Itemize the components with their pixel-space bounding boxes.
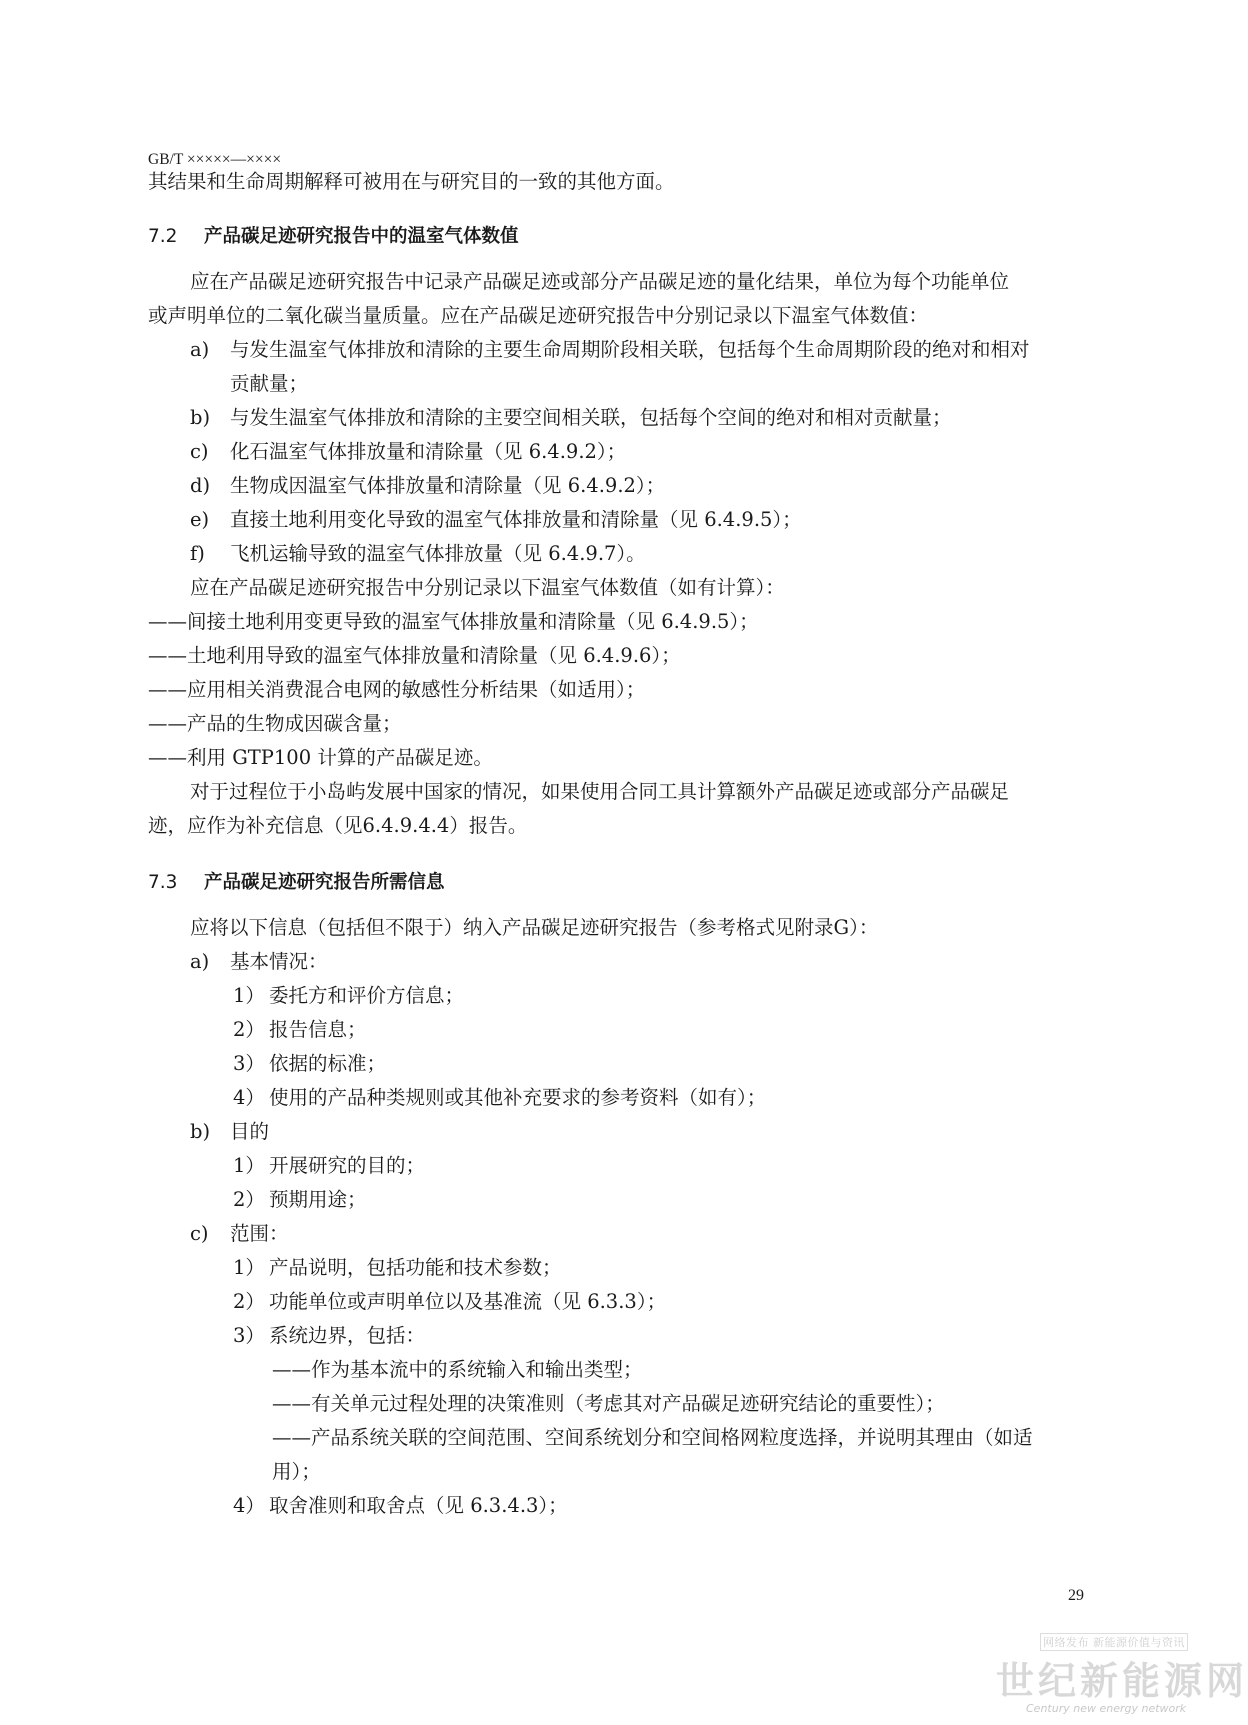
standard-code-header: GB/T ×××××—×××× bbox=[148, 151, 282, 168]
intro-line: 其结果和生命周期解释可被用在与研究目的一致的其他方面。 bbox=[148, 170, 675, 193]
dash-item: ——产品系统关联的空间范围、空间系统划分和空间格网粒度选择，并说明其理由（如适 bbox=[272, 1426, 1033, 1449]
sub-text: 委托方和评价方信息； bbox=[269, 984, 465, 1007]
paragraph-line: 应将以下信息（包括但不限于）纳入产品碳足迹研究报告（参考格式见附录G）： bbox=[190, 916, 879, 939]
list-text: 范围： bbox=[230, 1222, 289, 1245]
sub-label: 2） bbox=[233, 1018, 265, 1041]
sub-label: 3） bbox=[233, 1052, 265, 1075]
sub-text: 系统边界，包括： bbox=[269, 1324, 426, 1347]
paragraph-line: 应在产品碳足迹研究报告中记录产品碳足迹或部分产品碳足迹的量化结果，单位为每个功能单位 bbox=[190, 270, 1010, 293]
list-item-b bbox=[190, 1120, 269, 1144]
list-text: 化石温室气体排放量和清除量（见 6.4.9.2）； bbox=[230, 440, 627, 463]
list-text: 生物成因温室气体排放量和清除量（见 6.4.9.2）； bbox=[230, 474, 666, 497]
sub-label: 2） bbox=[233, 1188, 265, 1211]
list-label: d) bbox=[190, 474, 211, 497]
paragraph-line: 或声明单位的二氧化碳当量质量。应在产品碳足迹研究报告中分别记录以下温室气体数值： bbox=[148, 304, 929, 327]
sub-label: 2） bbox=[233, 1290, 265, 1313]
section-title: 产品碳足迹研究报告中的温室气体数值 bbox=[204, 226, 519, 247]
sub-label: 1） bbox=[233, 1154, 265, 1177]
sub-label: 4） bbox=[233, 1086, 265, 1109]
list-label: c) bbox=[190, 1222, 209, 1245]
list-label: f) bbox=[190, 542, 205, 565]
sub-item bbox=[233, 1052, 386, 1076]
watermark-tagline: 网络发布 新能源价值与资讯 bbox=[1040, 1633, 1188, 1651]
section-title: 产品碳足迹研究报告所需信息 bbox=[204, 872, 445, 893]
sub-text: 产品说明，包括功能和技术参数； bbox=[269, 1256, 562, 1279]
list-text: 目的 bbox=[230, 1120, 270, 1143]
list-item-f bbox=[190, 542, 646, 566]
list-item-c bbox=[190, 1222, 289, 1246]
list-item-e bbox=[190, 508, 802, 532]
dash-item: ——利用 GTP100 计算的产品碳足迹。 bbox=[148, 746, 493, 769]
list-label: a) bbox=[190, 338, 210, 361]
section-number: 7.2 bbox=[148, 226, 178, 247]
sub-label: 4） bbox=[233, 1494, 265, 1517]
sub-item bbox=[233, 1256, 562, 1280]
paragraph-line: 应在产品碳足迹研究报告中分别记录以下温室气体数值（如有计算）： bbox=[190, 576, 785, 599]
watermark-logo-text: 世纪新能源网 bbox=[996, 1659, 1248, 1703]
list-label: c) bbox=[190, 440, 209, 463]
list-item-a bbox=[190, 338, 1030, 362]
dash-item: ——应用相关消费混合电网的敏感性分析结果（如适用）； bbox=[148, 678, 646, 701]
sub-item bbox=[233, 1018, 367, 1042]
page-number: 29 bbox=[1068, 1587, 1084, 1604]
dash-item: ——产品的生物成因碳含量； bbox=[148, 712, 402, 735]
list-text: 直接土地利用变化导致的温室气体排放量和清除量（见 6.4.9.5）； bbox=[230, 508, 802, 531]
sub-label: 1） bbox=[233, 1256, 265, 1279]
sub-text: 使用的产品种类规则或其他补充要求的参考资料（如有）； bbox=[269, 1086, 767, 1109]
sub-text: 预期用途； bbox=[269, 1188, 367, 1211]
section-heading-7-3 bbox=[148, 871, 445, 895]
list-item-b bbox=[190, 406, 952, 430]
paragraph-line: 对于过程位于小岛屿发展中国家的情况，如果使用合同工具计算额外产品碳足迹或部分产品碳足 bbox=[190, 780, 1010, 803]
dash-item: ——有关单元过程处理的决策准则（考虑其对产品碳足迹研究结论的重要性）； bbox=[272, 1392, 945, 1415]
sub-item bbox=[233, 1154, 425, 1178]
list-item-d bbox=[190, 474, 665, 498]
section-heading-7-2 bbox=[148, 225, 519, 249]
sub-item bbox=[233, 1290, 666, 1314]
sub-item bbox=[233, 1324, 425, 1348]
list-text: 与发生温室气体排放和清除的主要生命周期阶段相关联，包括每个生命周期阶段的绝对和相对 bbox=[230, 338, 1030, 361]
list-text: 与发生温室气体排放和清除的主要空间相关联，包括每个空间的绝对和相对贡献量； bbox=[230, 406, 952, 429]
sub-text: 功能单位或声明单位以及基准流（见 6.3.3）； bbox=[269, 1290, 667, 1313]
list-item-continuation: 贡献量； bbox=[230, 372, 309, 395]
list-text: 基本情况： bbox=[230, 950, 328, 973]
sub-item bbox=[233, 1494, 568, 1518]
dash-item-continuation: 用）； bbox=[272, 1460, 321, 1483]
list-label: b) bbox=[190, 406, 211, 429]
dash-item: ——间接土地利用变更导致的温室气体排放量和清除量（见 6.4.9.5）； bbox=[148, 610, 759, 633]
sub-text: 取舍准则和取舍点（见 6.3.4.3）； bbox=[269, 1494, 568, 1517]
sub-label: 3） bbox=[233, 1324, 265, 1347]
list-label: e) bbox=[190, 508, 210, 531]
sub-text: 依据的标准； bbox=[269, 1052, 387, 1075]
sub-item bbox=[233, 984, 464, 1008]
list-label: a) bbox=[190, 950, 210, 973]
paragraph-line: 迹，应作为补充信息（见6.4.9.4.4）报告。 bbox=[148, 814, 528, 837]
sub-label: 1） bbox=[233, 984, 265, 1007]
section-number: 7.3 bbox=[148, 872, 178, 893]
sub-text: 报告信息； bbox=[269, 1018, 367, 1041]
list-label: b) bbox=[190, 1120, 211, 1143]
list-item-c bbox=[190, 440, 626, 464]
dash-item: ——土地利用导致的温室气体排放量和清除量（见 6.4.9.6）； bbox=[148, 644, 681, 667]
list-item-a bbox=[190, 950, 328, 974]
dash-item: ——作为基本流中的系统输入和输出类型； bbox=[272, 1358, 643, 1381]
list-text: 飞机运输导致的温室气体排放量（见 6.4.9.7）。 bbox=[230, 542, 646, 565]
sub-item bbox=[233, 1086, 766, 1110]
sub-text: 开展研究的目的； bbox=[269, 1154, 426, 1177]
sub-item bbox=[233, 1188, 367, 1212]
watermark-subtitle: Century new energy network bbox=[1026, 1702, 1187, 1715]
